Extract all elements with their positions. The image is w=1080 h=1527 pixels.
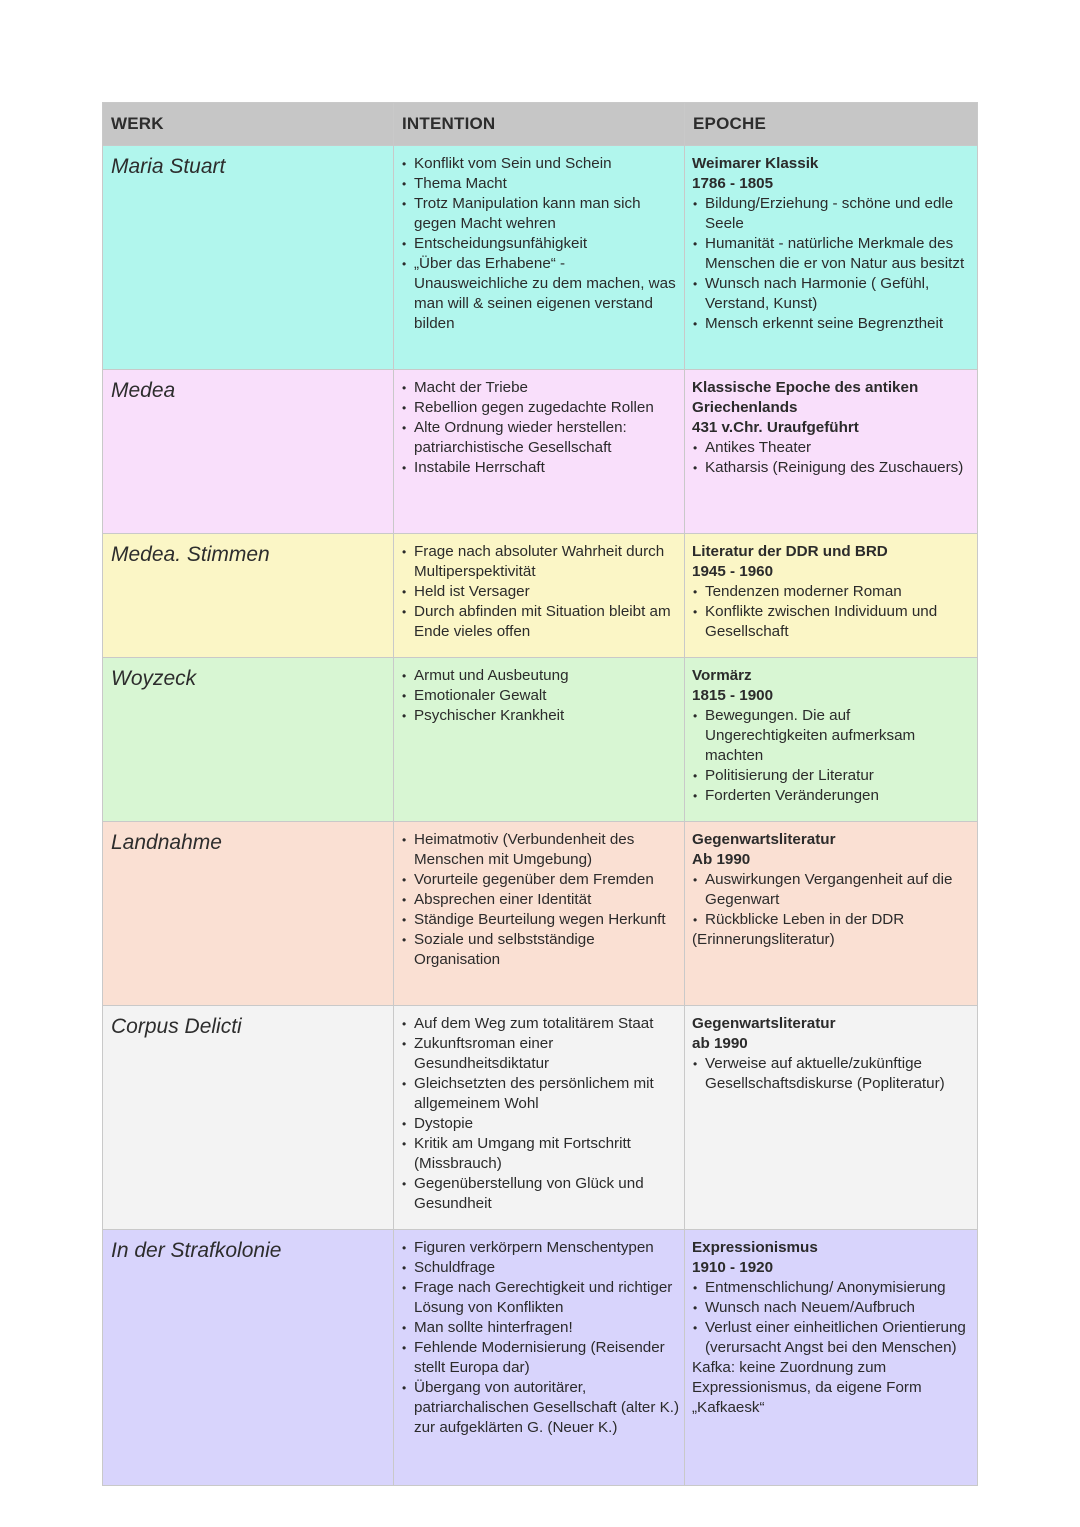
list-item: • Politisierung der Literatur: [692, 766, 973, 786]
list-item: • Gleichsetzten des persönlichem mit allgemeinem Wohl: [401, 1074, 680, 1114]
list-item: • Man sollte hinterfragen!: [401, 1318, 680, 1338]
table-row: [103, 1006, 978, 1230]
epoche-dates: Ab 1990: [692, 851, 751, 868]
list-item: • Verlust einer einheitlichen Orientierung (verursacht Angst bei den Menschen): [692, 1318, 973, 1358]
epoche-dates: ab 1990: [692, 1035, 748, 1052]
table-row: [103, 822, 978, 1006]
intention-cell: [394, 1230, 685, 1486]
epoche-heading: [692, 830, 973, 870]
list-item: • Armut und Ausbeutung: [401, 666, 680, 686]
list-item: • Katharsis (Reinigung des Zuschauers): [692, 458, 973, 478]
list-item: • Bildung/Erziehung - schöne und edle Seele: [692, 194, 973, 234]
epoche-list: [692, 194, 973, 334]
list-item: • Entscheidungsunfähigkeit: [401, 234, 680, 254]
header-epoche: EPOCHE: [685, 103, 978, 146]
list-item: • Rebellion gegen zugedachte Rollen: [401, 398, 680, 418]
list-item: • Fehlende Modernisierung (Reisender stellt Europa dar): [401, 1338, 680, 1378]
list-item: • Ständige Beurteilung wegen Herkunft: [401, 910, 680, 930]
epoche-note: (Erinnerungsliteratur): [692, 931, 835, 948]
intention-cell: [394, 146, 685, 370]
list-item: • Konflikt vom Sein und Schein: [401, 154, 680, 174]
werk-cell: Maria Stuart: [103, 146, 394, 370]
intention-cell: [394, 1006, 685, 1230]
table-row: [103, 370, 978, 534]
epoche-cell: [685, 1230, 978, 1486]
list-item: • Bewegungen. Die auf Ungerechtigkeiten aufmerksam machten: [692, 706, 973, 766]
list-item: • Vorurteile gegenüber dem Fremden: [401, 870, 680, 890]
epoche-cell: [685, 1006, 978, 1230]
epoche-cell: [685, 146, 978, 370]
list-item: • Absprechen einer Identität: [401, 890, 680, 910]
table-row: [103, 1230, 978, 1486]
list-item: • Übergang von autoritärer, patriarchalischen Gesellschaft (alter K.) zur aufgeklärten G. (Neuer K.): [401, 1378, 680, 1438]
list-item: • Rückblicke Leben in der DDR: [692, 910, 973, 930]
epoche-list: [692, 1278, 973, 1358]
epoche-dates: 1910 - 1920: [692, 1259, 774, 1276]
intention-list: [401, 154, 680, 334]
list-item: • Dystopie: [401, 1114, 680, 1134]
intention-cell: [394, 370, 685, 534]
list-item: • Soziale und selbstständige Organisation: [401, 930, 680, 970]
epoche-cell: [685, 370, 978, 534]
list-item: • Auf dem Weg zum totalitärem Staat: [401, 1014, 680, 1034]
list-item: • „Über das Erhabene“ - Unausweichliche zu dem machen, was man will & seinen eigenen verstand bilden: [401, 254, 680, 334]
epoche-dates: 1786 - 1805: [692, 175, 774, 192]
werk-cell: Corpus Delicti: [103, 1006, 394, 1230]
literature-overview-table: [102, 102, 978, 1486]
epoche-name: Expressionismus: [692, 1239, 818, 1256]
intention-list: [401, 666, 680, 726]
epoche-dates: 431 v.Chr. Uraufgeführt: [692, 419, 859, 436]
table-row: [103, 534, 978, 658]
epoche-list: [692, 870, 973, 930]
epoche-heading: [692, 1238, 973, 1278]
intention-list: [401, 542, 680, 642]
list-item: • Tendenzen moderner Roman: [692, 582, 973, 602]
list-item: • Frage nach Gerechtigkeit und richtiger Lösung von Konflikten: [401, 1278, 680, 1318]
list-item: • Verweise auf aktuelle/zukünftige Gesellschaftsdiskurse (Popliteratur): [692, 1054, 973, 1094]
header-row: [103, 103, 978, 146]
epoche-list: [692, 438, 973, 478]
list-item: • Zukunftsroman einer Gesundheitsdiktatur: [401, 1034, 680, 1074]
epoche-heading: [692, 378, 973, 438]
list-item: • Heimatmotiv (Verbundenheit des Menschen mit Umgebung): [401, 830, 680, 870]
epoche-name: Vormärz: [692, 667, 752, 684]
intention-cell: [394, 534, 685, 658]
werk-cell: Landnahme: [103, 822, 394, 1006]
list-item: • Auswirkungen Vergangenheit auf die Gegenwart: [692, 870, 973, 910]
werk-cell: Medea: [103, 370, 394, 534]
table-row: [103, 658, 978, 822]
epoche-name: Klassische Epoche des antiken Griechenlands: [692, 379, 919, 416]
list-item: • Psychischer Krankheit: [401, 706, 680, 726]
epoche-cell: [685, 658, 978, 822]
list-item: • Macht der Triebe: [401, 378, 680, 398]
list-item: • Entmenschlichung/ Anonymisierung: [692, 1278, 973, 1298]
intention-list: [401, 1014, 680, 1214]
list-item: • Mensch erkennt seine Begrenztheit: [692, 314, 973, 334]
epoche-heading: [692, 666, 973, 706]
list-item: • Instabile Herrschaft: [401, 458, 680, 478]
epoche-dates: 1945 - 1960: [692, 563, 774, 580]
list-item: • Gegenüberstellung von Glück und Gesundheit: [401, 1174, 680, 1214]
epoche-heading: [692, 542, 973, 582]
epoche-cell: [685, 534, 978, 658]
intention-list: [401, 1238, 680, 1438]
list-item: • Held ist Versager: [401, 582, 680, 602]
header-intention: INTENTION: [394, 103, 685, 146]
intention-list: [401, 378, 680, 478]
epoche-name: Gegenwartsliteratur: [692, 1015, 836, 1032]
werk-cell: Woyzeck: [103, 658, 394, 822]
list-item: • Alte Ordnung wieder herstellen: patriarchistische Gesellschaft: [401, 418, 680, 458]
epoche-list: [692, 582, 973, 642]
epoche-heading: [692, 154, 973, 194]
list-item: • Forderten Veränderungen: [692, 786, 973, 806]
epoche-dates: 1815 - 1900: [692, 687, 774, 704]
werk-cell: In der Strafkolonie: [103, 1230, 394, 1486]
list-item: • Frage nach absoluter Wahrheit durch Multiperspektivität: [401, 542, 680, 582]
epoche-name: Literatur der DDR und BRD: [692, 543, 888, 560]
list-item: • Emotionaler Gewalt: [401, 686, 680, 706]
werk-cell: Medea. Stimmen: [103, 534, 394, 658]
intention-list: [401, 830, 680, 970]
list-item: • Antikes Theater: [692, 438, 973, 458]
epoche-heading: [692, 1014, 973, 1054]
list-item: • Kritik am Umgang mit Fortschritt (Missbrauch): [401, 1134, 680, 1174]
epoche-list: [692, 1054, 973, 1094]
list-item: • Trotz Manipulation kann man sich gegen Macht wehren: [401, 194, 680, 234]
list-item: • Wunsch nach Neuem/Aufbruch: [692, 1298, 973, 1318]
intention-cell: [394, 658, 685, 822]
list-item: • Konflikte zwischen Individuum und Gesellschaft: [692, 602, 973, 642]
epoche-name: Gegenwartsliteratur: [692, 831, 836, 848]
list-item: • Wunsch nach Harmonie ( Gefühl, Verstand, Kunst): [692, 274, 973, 314]
header-werk: WERK: [103, 103, 394, 146]
list-item: • Thema Macht: [401, 174, 680, 194]
epoche-name: Weimarer Klassik: [692, 155, 819, 172]
epoche-list: [692, 706, 973, 806]
list-item: • Schuldfrage: [401, 1258, 680, 1278]
epoche-note: Kafka: keine Zuordnung zum Expressionismus, da eigene Form „Kafkaesk“: [692, 1359, 922, 1416]
epoche-cell: [685, 822, 978, 1006]
list-item: • Durch abfinden mit Situation bleibt am Ende vieles offen: [401, 602, 680, 642]
list-item: • Figuren verkörpern Menschentypen: [401, 1238, 680, 1258]
list-item: • Humanität - natürliche Merkmale des Menschen die er von Natur aus besitzt: [692, 234, 973, 274]
table-row: [103, 146, 978, 370]
intention-cell: [394, 822, 685, 1006]
